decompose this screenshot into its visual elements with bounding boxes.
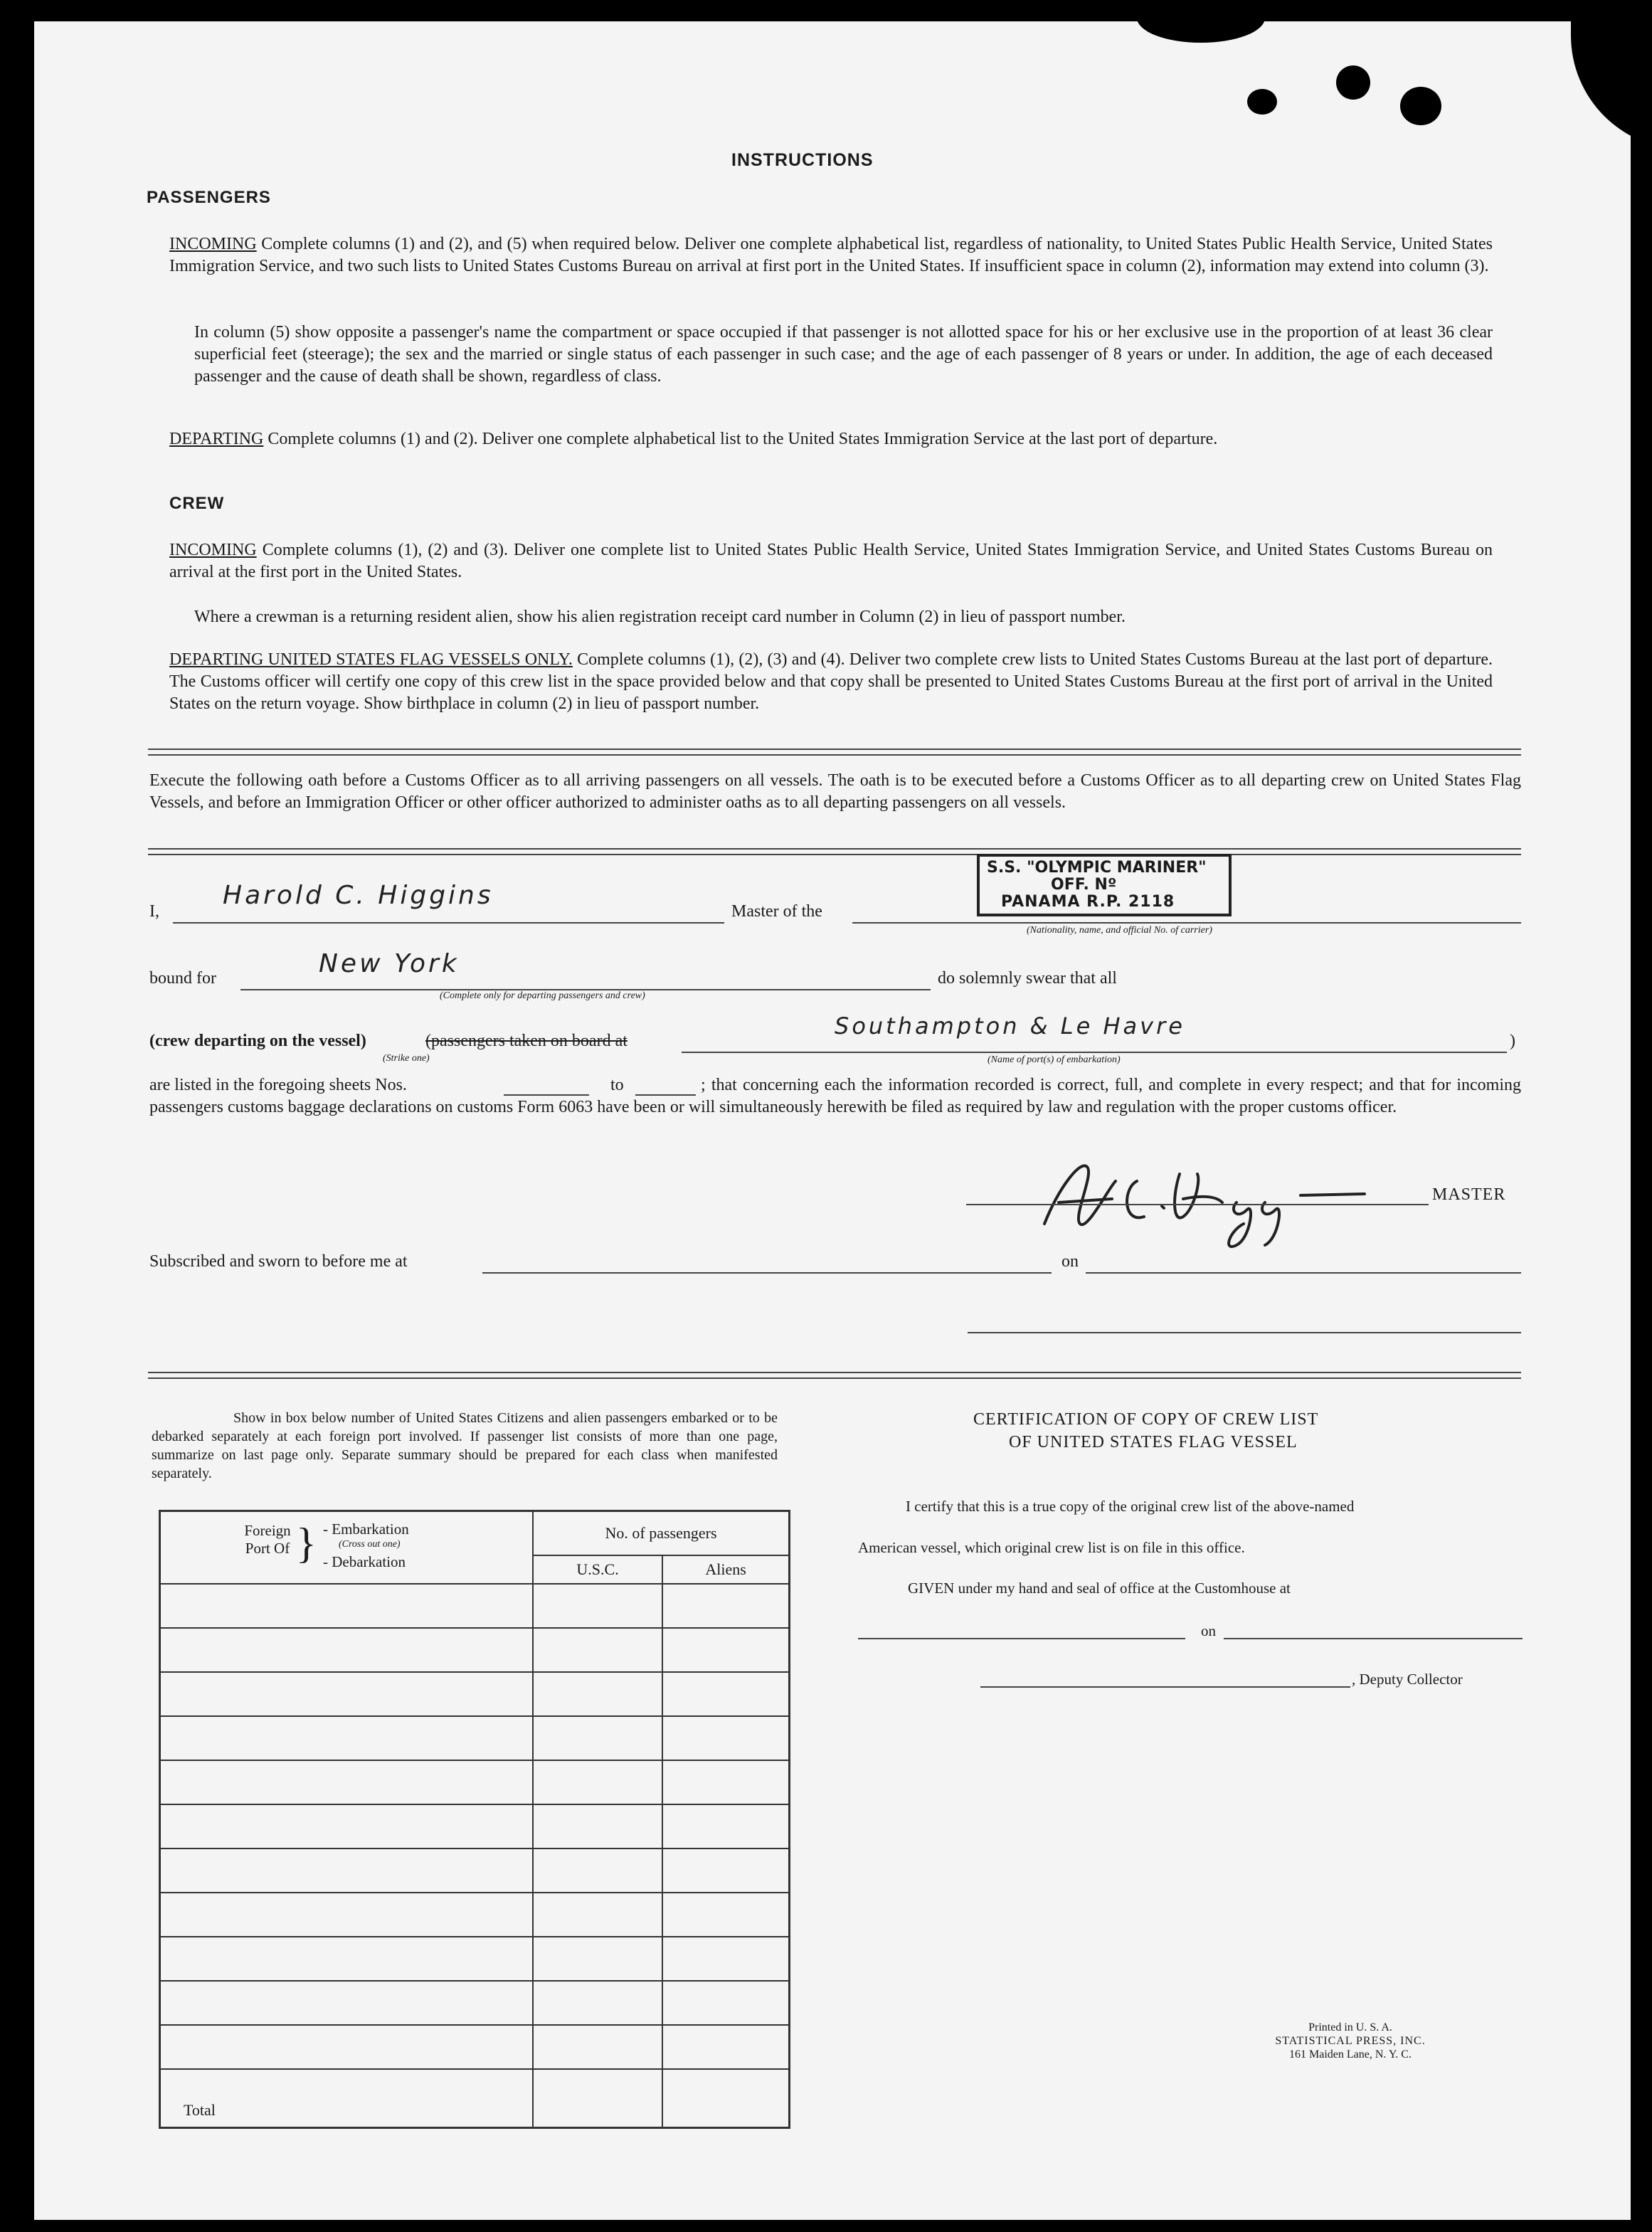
- crew-departing-label: DEPARTING UNITED STATES FLAG VESSELS ONLY.: [169, 650, 573, 669]
- passengers-departing-label: DEPARTING: [169, 430, 264, 448]
- vessel-stamp: [977, 854, 1232, 916]
- master-signature-line: [966, 1204, 1429, 1205]
- no-of-passengers-header: No. of passengers: [533, 1511, 790, 1556]
- passengers-departing-paragraph: [169, 428, 1493, 450]
- passengers-departing-text: Complete columns (1) and (2). Deliver one complete alphabetical list to the United States Immigration Service at the last port of departure.: [268, 430, 1218, 448]
- punch-hole: [1400, 87, 1441, 125]
- embarkation-label[interactable]: - Embarkation: [323, 1520, 409, 1538]
- cert-line-1: I certify that this is a true copy of the original crew list of the above-named: [906, 1498, 1355, 1515]
- summary-table: [159, 1510, 790, 2129]
- crew-incoming-label: INCOMING: [169, 541, 257, 559]
- passengers-incoming-text: Complete columns (1) and (2), and (5) when required below. Deliver one complete alphabetical list, regardless of nationality, to United States Public Health Service, United States Immigration Service, and two such lists to United States Customs Bureau on arrival at first port in the United States. If insufficient space in column (2), information may extend into column (3).: [169, 235, 1493, 275]
- crew-alien-paragraph: Where a crewman is a returning resident alien, show his alien registration receipt card number in Column (2) in lieu of passport number.: [194, 608, 1126, 626]
- table-row[interactable]: [160, 1760, 790, 1804]
- total-label: Total: [160, 2069, 534, 2128]
- cert-title-2: OF UNITED STATES FLAG VESSEL: [1009, 1433, 1298, 1451]
- bound-for-label: bound for: [149, 969, 216, 988]
- punch-hole: [1247, 89, 1277, 115]
- port-field[interactable]: Southampton & Le Havre: [835, 1012, 1185, 1040]
- table-row[interactable]: [160, 1937, 790, 1981]
- vessel-line: [852, 922, 1521, 924]
- passengers-column5-paragraph: In column (5) show opposite a passenger's name the compartment or space occupied if that passenger is not allotted space for his or her exclusive use in the proportion of at least 36 clear superficial feet (steerage); the sex and the married or single status of each passenger in such case; and the age of each passenger of 8 years or under. In addition, the age of each deceased passenger and the cause of death shall be shown, regardless of class.: [194, 323, 1493, 386]
- subscribed-on-label: on: [1061, 1252, 1079, 1271]
- crew-heading: CREW: [169, 494, 225, 513]
- divider: [148, 749, 1521, 756]
- sheets-from-label: are listed in the foregoing sheets Nos.: [149, 1076, 407, 1094]
- bound-for-field[interactable]: New York: [319, 949, 460, 978]
- cert-date-line[interactable]: [1224, 1638, 1523, 1639]
- table-row[interactable]: [160, 1981, 790, 2025]
- strike-caption: (Strike one): [383, 1053, 430, 1064]
- table-row[interactable]: [160, 1584, 790, 1628]
- subscribed-place-line[interactable]: [482, 1272, 1052, 1274]
- master-label: MASTER: [1432, 1185, 1506, 1204]
- oath-intro: Execute the following oath before a Customs Officer as to all arriving passengers on all vessels. The oath is to be executed before a Customs Officer as to all departing crew on United States Flag Vessels, and before an Immigration Officer or other officer authorized to administer oaths as to all departing passengers on all vessels.: [149, 771, 1521, 812]
- master-name-field[interactable]: Harold C. Higgins: [223, 881, 494, 910]
- oath-i-label: I,: [149, 902, 159, 921]
- officer-signature-line[interactable]: [968, 1332, 1521, 1333]
- stamp-line-3: PANAMA R.P. 2118: [1001, 893, 1175, 911]
- passengers-incoming-paragraph: [169, 233, 1493, 277]
- printer-info: [1244, 2021, 1457, 2061]
- oath-paragraph: ; that concerning each the information recorded is correct, full, and complete in every respect; and that for incoming passengers customs baggage declarations on customs Form 6063 have been or will simultaneously herewith be filed as required by law and regulation with the proper customs officer.: [149, 1076, 1521, 1116]
- usc-header: U.S.C.: [533, 1555, 662, 1584]
- vessel-caption: (Nationality, name, and official No. of carrier): [1027, 925, 1212, 936]
- table-row[interactable]: [160, 2025, 790, 2069]
- total-row: [160, 2069, 790, 2128]
- stamp-line-2: OFF. Nº: [1051, 876, 1117, 894]
- cert-on-label: on: [1201, 1622, 1216, 1639]
- close-paren: ): [1510, 1032, 1515, 1050]
- cert-place-line[interactable]: [858, 1638, 1185, 1639]
- port-caption: (Name of port(s) of embarkation): [988, 1054, 1121, 1065]
- passengers-heading: PASSENGERS: [147, 188, 271, 207]
- divider: [148, 1372, 1521, 1379]
- printer-line-2: STATISTICAL PRESS, INC.: [1275, 2035, 1426, 2047]
- port-line: [682, 1052, 1507, 1053]
- deputy-collector-label: , Deputy Collector: [1352, 1671, 1463, 1688]
- table-row[interactable]: [160, 1848, 790, 1893]
- crew-departing-option[interactable]: (crew departing on the vessel): [149, 1032, 366, 1050]
- cert-title-1: CERTIFICATION OF COPY OF CREW LIST: [973, 1410, 1319, 1429]
- debarkation-label[interactable]: - Debarkation: [323, 1553, 406, 1570]
- subscribed-date-line[interactable]: [1086, 1272, 1521, 1274]
- master-signature: [1030, 1138, 1372, 1259]
- table-row[interactable]: [160, 1716, 790, 1760]
- table-row[interactable]: [160, 1893, 790, 1937]
- crew-incoming-paragraph: [169, 539, 1493, 583]
- torn-corner: [1137, 21, 1265, 43]
- printer-line-3: 161 Maiden Lane, N. Y. C.: [1289, 2048, 1412, 2061]
- bound-for-caption: (Complete only for departing passengers and crew): [440, 990, 645, 1001]
- crew-departing-paragraph: [169, 649, 1493, 715]
- table-row[interactable]: [160, 1804, 790, 1848]
- passengers-incoming-label: INCOMING: [169, 235, 257, 253]
- sheets-to-label: to: [610, 1076, 624, 1094]
- crew-incoming-text: Complete columns (1), (2) and (3). Deliver one complete list to United States Public Health Service, United States Immigration Service, and United States Customs Bureau on arrival at the first port in the United States.: [169, 541, 1493, 581]
- table-row[interactable]: [160, 1672, 790, 1716]
- master-of-label: Master of the: [731, 902, 822, 921]
- cert-line-3: GIVEN under my hand and seal of office at the Customhouse at: [908, 1580, 1291, 1597]
- passengers-option-struck[interactable]: (passengers taken on board at: [425, 1032, 628, 1050]
- foreign-port-of-label: Foreign Port Of: [244, 1522, 291, 1557]
- swear-text: do solemnly swear that all: [938, 969, 1117, 988]
- crew-departing-text: Complete columns (1), (2), (3) and (4). Deliver two complete crew lists to United States Customs Bureau at the last port of departure. The Customs officer will certify one copy of this crew list in the space provided below and that copy shall be presented to United States Customs Bureau at the first port of arrival in the United States on the return voyage. Show birthplace in column (2) in lieu of passport number.: [169, 650, 1493, 713]
- brace: }: [296, 1520, 317, 1567]
- divider: [148, 848, 1521, 855]
- stamp-line-1: S.S. "OLYMPIC MARINER": [987, 859, 1207, 877]
- cross-out-caption: (Cross out one): [339, 1539, 401, 1550]
- torn-edge: [1571, 21, 1631, 149]
- subscribed-label: Subscribed and sworn to before me at: [149, 1252, 408, 1271]
- printer-line-1: Printed in U. S. A.: [1308, 2021, 1392, 2033]
- table-row[interactable]: [160, 1628, 790, 1672]
- master-name-line: [173, 922, 724, 924]
- deputy-signature-line[interactable]: [980, 1686, 1350, 1688]
- punch-hole: [1336, 65, 1370, 100]
- aliens-header: Aliens: [662, 1555, 789, 1584]
- document-page: [34, 21, 1631, 2220]
- instructions-title: INSTRUCTIONS: [731, 150, 874, 170]
- cert-line-2: American vessel, which original crew list is on file in this office.: [858, 1539, 1245, 1556]
- box-note: Show in box below number of United States Citizens and alien passengers embarked or to be debarked separately at each foreign port involved. If passenger list consists of more than one page, summarize on last page only. Separate summary should be prepared for each class when manifested separately.: [152, 1410, 778, 1481]
- port-header: [160, 1511, 534, 1585]
